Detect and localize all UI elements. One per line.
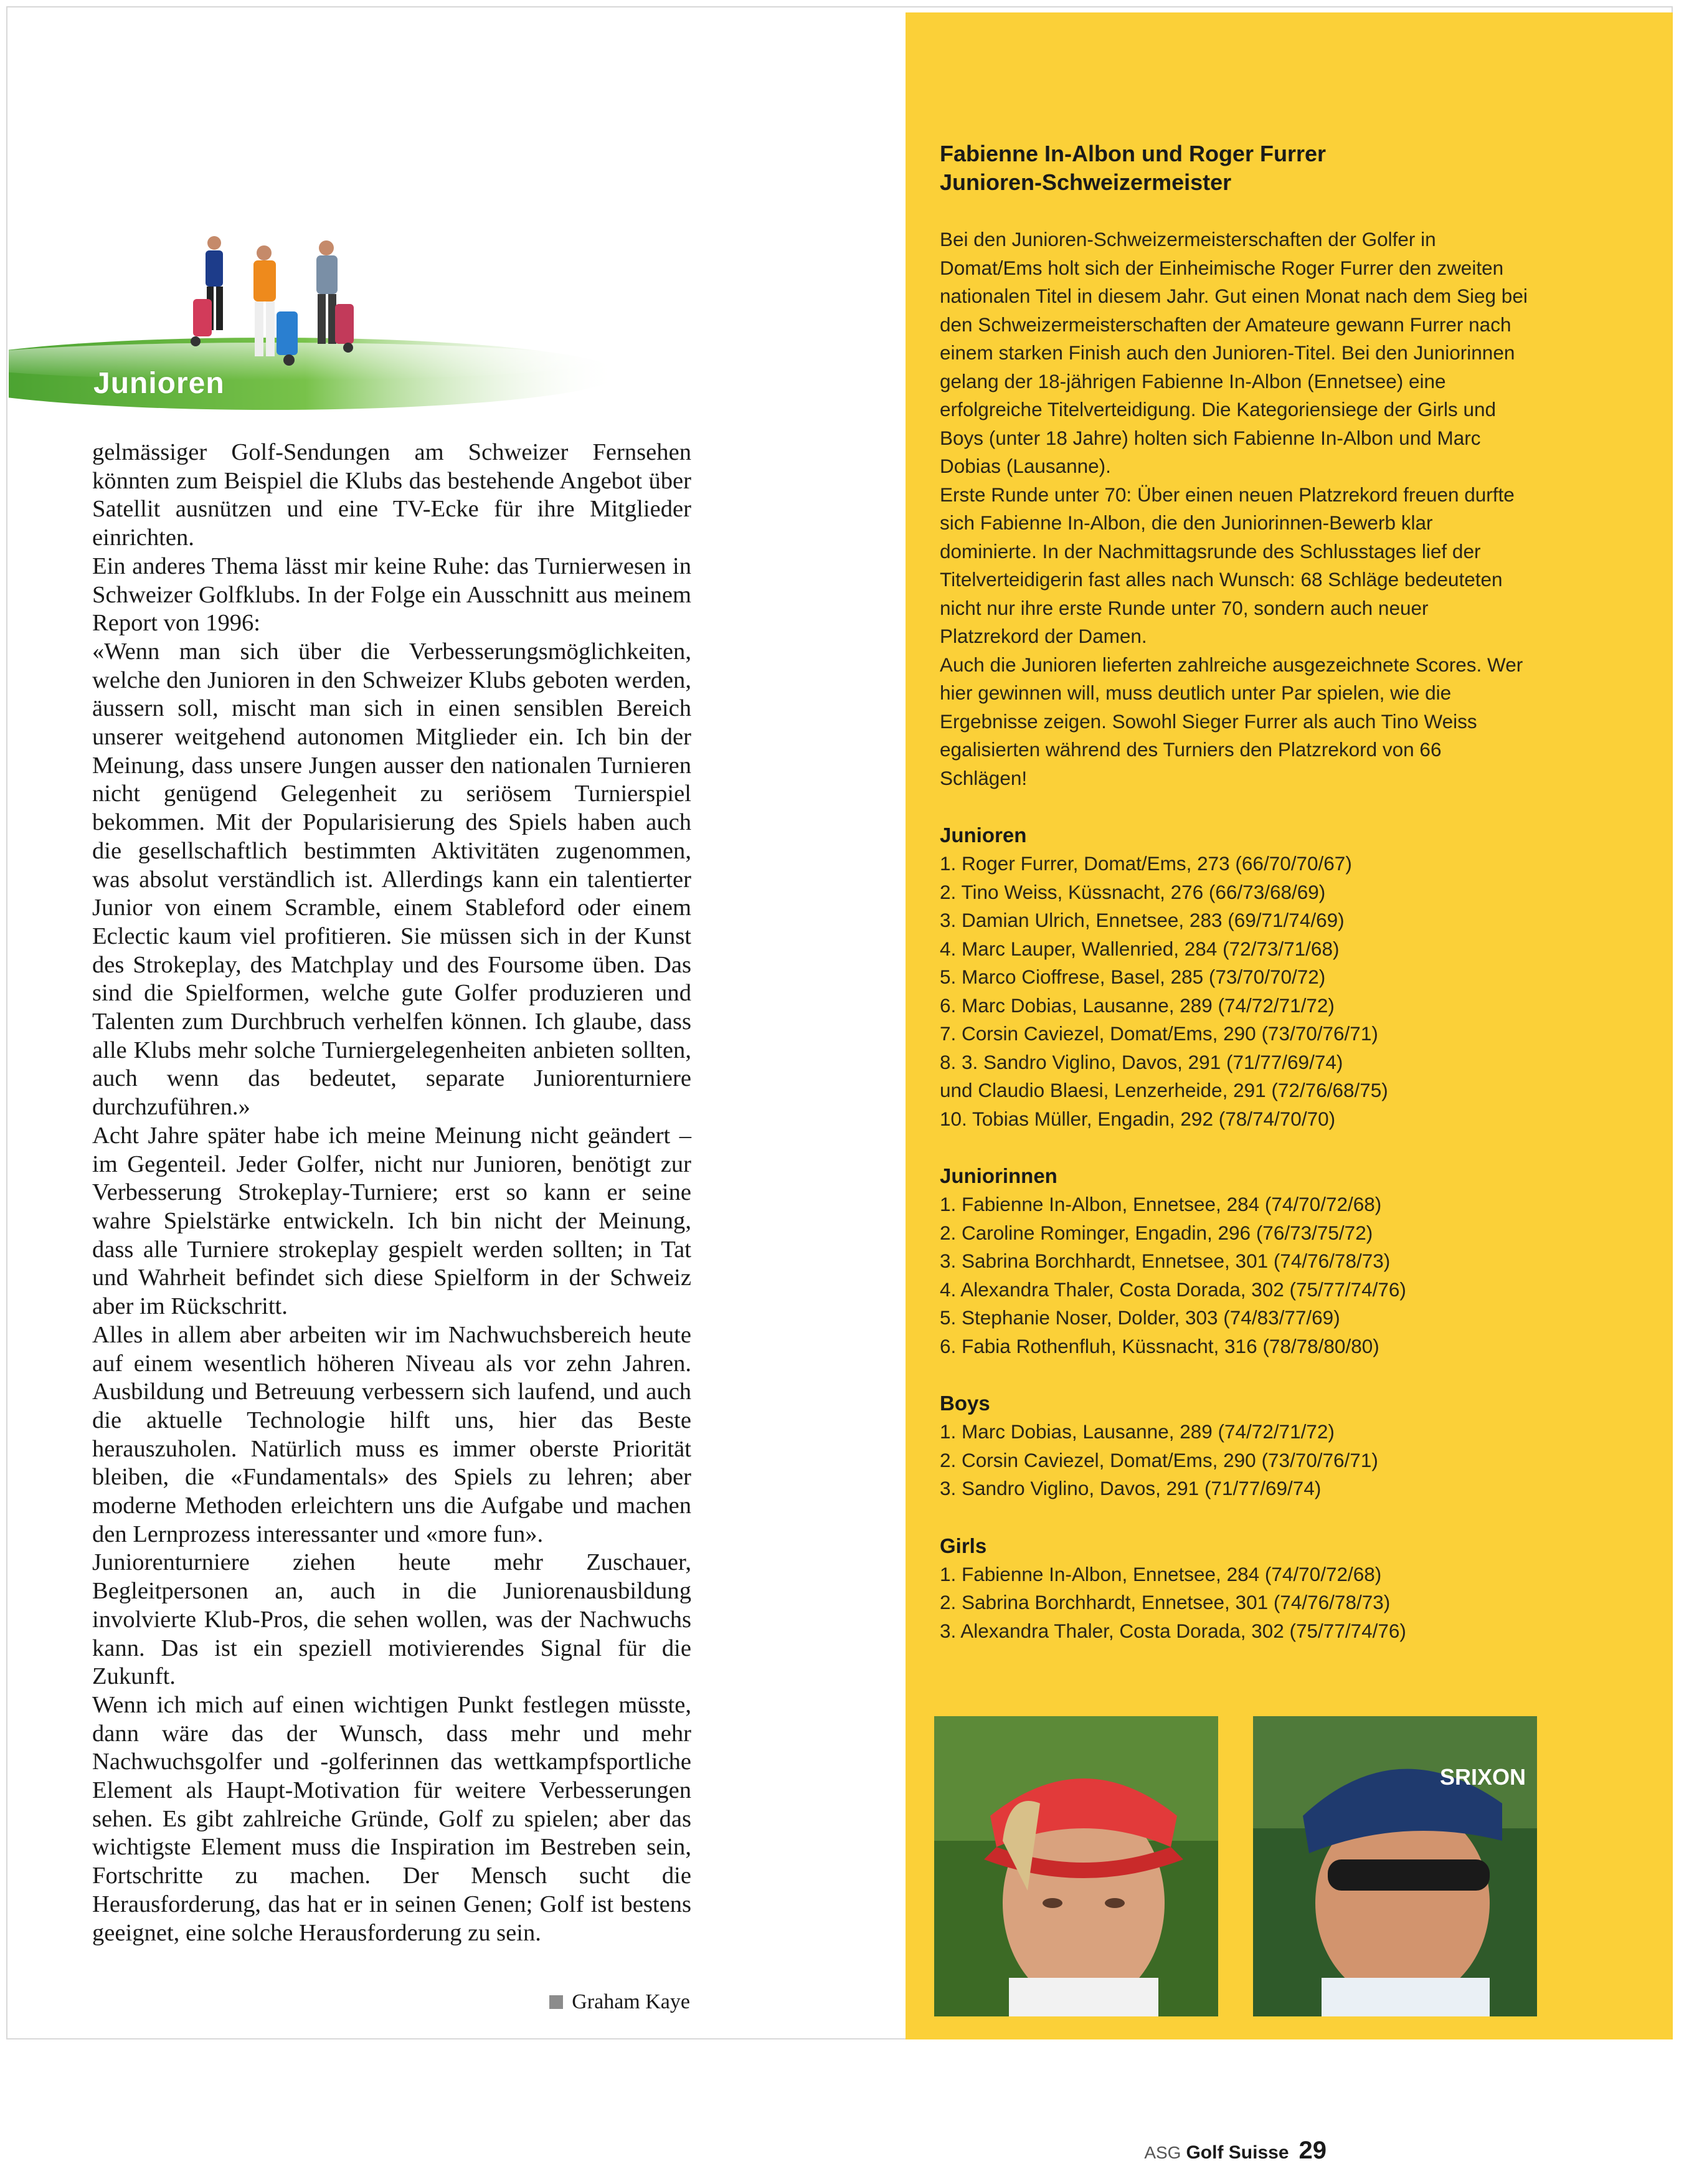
result-item: und Claudio Blaesi, Lenzerheide, 291 (72/76/68/75) <box>940 1079 1388 1101</box>
result-item: 1. Roger Furrer, Domat/Ems, 273 (66/70/70/67) <box>940 852 1352 875</box>
byline-square-icon <box>549 1995 563 2009</box>
results-group-boys <box>940 1389 1531 1503</box>
results-heading: Junioren <box>940 824 1027 847</box>
sidebar-content <box>940 140 1531 1645</box>
result-item: 1. Marc Dobias, Lausanne, 289 (74/72/71/72) <box>940 1420 1335 1443</box>
results-list <box>940 821 1531 1645</box>
result-item: 2. Tino Weiss, Küssnacht, 276 (66/73/68/69) <box>940 880 1326 903</box>
golfer-figure-right <box>316 240 354 353</box>
article-paragraph: gelmässiger Golf-Sendungen am Schweizer Fernsehen könnten zum Beispiel die Klubs das bestehende Angebot über Satellit ausnützen und eine TV-Ecke für ihre Mitglieder einrichten. <box>92 439 691 551</box>
results-heading: Boys <box>940 1392 990 1415</box>
result-item: 3. Damian Ulrich, Ennetsee, 283 (69/71/74/69) <box>940 909 1345 931</box>
cap-logo-text: SRIXON <box>1440 1764 1526 1790</box>
results-group-junioren <box>940 821 1531 1133</box>
author-byline <box>549 1990 690 2014</box>
result-item: 3. Sabrina Borchhardt, Ennetsee, 301 (74/76/78/73) <box>940 1250 1391 1272</box>
publisher-label: ASG <box>1144 2143 1181 2162</box>
results-heading: Juniorinnen <box>940 1164 1057 1187</box>
sidebar-paragraph: Bei den Junioren-Schweizermeisterschaften der Golfer in Domat/Ems holt sich der Einheimische Roger Furrer den zweiten nationalen Titel in diesem Jahr. Gut einen Monat nach dem Sieg bei den Schweizermeisterschaften der Amateure gewann Furrer nach einem starken Finish auch den Junioren-Titel. Bei den Juniorinnen gelang der 18-jährigen Fabienne In-Albon (Ennetsee) eine erfolgreiche Titelverteidigung. Die Kategoriensiege der Girls und Boys (unter 18 Jahre) holten sich Fabienne In-Albon und Marc Dobias (Lausanne). <box>940 228 1528 477</box>
result-item: 10. Tobias Müller, Engadin, 292 (78/74/70/70) <box>940 1107 1336 1130</box>
results-heading: Girls <box>940 1534 987 1557</box>
result-item: 5. Stephanie Noser, Dolder, 303 (74/83/77/69) <box>940 1306 1340 1329</box>
article-paragraph: Ein anderes Thema lässt mir keine Ruhe: das Turnierwesen in Schweizer Golfklubs. In der Folge ein Ausschnitt aus meinem Report von 1996: <box>92 553 691 637</box>
article-paragraph: Acht Jahre später habe ich meine Meinung nicht geändert – im Gegenteil. Jeder Golfer, nicht nur Junioren, benötigt zur Verbesserung Strokeplay-Turniere; erst so kann er seine wahre Spielstärke entwickeln. Ich bin nicht der Meinung, dass alle Turniere strokeplay gespielt werden sollten; in Tat und Wahrheit befindet sich diese Spielform in der Schweiz aber im Rückschritt. <box>92 1122 691 1320</box>
magazine-name: Golf Suisse <box>1186 2142 1289 2163</box>
result-item: 1. Fabienne In-Albon, Ennetsee, 284 (74/70/72/68) <box>940 1193 1382 1215</box>
result-item: 2. Corsin Caviezel, Domat/Ems, 290 (73/70/76/71) <box>940 1448 1378 1471</box>
photo-female-golfer <box>934 1716 1218 2016</box>
result-item: 4. Marc Lauper, Wallenried, 284 (72/73/71/68) <box>940 937 1340 960</box>
result-item: 3. Sandro Viglino, Davos, 291 (71/77/69/74) <box>940 1477 1322 1499</box>
sidebar-title-line: Fabienne In-Albon und Roger Furrer <box>940 141 1326 166</box>
sidebar-title-line: Junioren-Schweizermeister <box>940 169 1232 195</box>
results-group-girls <box>940 1532 1531 1646</box>
page-footer <box>1144 2137 1327 2165</box>
result-item: 2. Sabrina Borchhardt, Ennetsee, 301 (74/76/78/73) <box>940 1591 1391 1613</box>
sidebar-body <box>940 226 1531 792</box>
sidebar-paragraph: Auch die Junioren lieferten zahlreiche ausgezeichnete Scores. Wer hier gewinnen will, muss deutlich unter Par spielen, wie die Ergebnisse zeigen. Sowohl Sieger Furrer als auch Tino Weiss egalisierten während des Turniers den Platzrekord von 66 Schlägen! <box>940 653 1523 789</box>
result-item: 8. 3. Sandro Viglino, Davos, 291 (71/77/69/74) <box>940 1050 1343 1073</box>
result-item: 5. Marco Cioffrese, Basel, 285 (73/70/70/72) <box>940 966 1326 988</box>
result-item: 6. Fabia Rothenfluh, Küssnacht, 316 (78/78/80/80) <box>940 1334 1379 1357</box>
article-paragraph: Wenn ich mich auf einen wichtigen Punkt festlegen müsste, dann wäre das der Wunsch, dass mehr und mehr Nachwuchsgolfer und -golferinnen das wettkampfsportliche Element als Haupt-Motivation für weitere Verbesserungen sehen. Es gibt zahlreiche Gründe, Golf zu spielen; aber das wichtigste Element muss die Inspiration im Bestreben sein, Fortschritte zu machen. Der Mensch sucht die Herausforderung, das hat er in seinen Genen; Golf ist bestens geeignet, eine solche Herausforderung zu sein. <box>92 1691 691 1946</box>
results-group-juniorinnen <box>940 1162 1531 1360</box>
golfer-figure-left <box>191 236 223 346</box>
article-paragraph: Juniorenturniere ziehen heute mehr Zuschauer, Begleitpersonen an, auch in die Juniorenausbildung involvierte Klub-Pros, die sehen wollen, was der Nachwuchs kann. Das ist ein speziell motivierendes Signal für die Zukunft. <box>92 1549 691 1690</box>
result-item: 6. Marc Dobias, Lausanne, 289 (74/72/71/72) <box>940 994 1335 1017</box>
article-paragraph: Alles in allem aber arbeiten wir im Nachwuchsbereich heute auf einem wesentlich höheren Niveau als vor zehn Jahren. Ausbildung und Betreuung verbessern sich laufend, und auch die aktuelle Technologie hilft uns, hier das Beste herauszuholen. Natürlich muss es immer oberste Priorität bleiben, die «Fundamentals» des Spiels zu lehren; aber moderne Methoden erleichtern uns die Aufgabe und machen den Lernprozess interessanter und «more fun». <box>92 1321 691 1547</box>
article-body <box>92 439 691 1947</box>
result-item: 1. Fabienne In-Albon, Ennetsee, 284 (74/70/72/68) <box>940 1562 1382 1585</box>
photo-male-golfer <box>1253 1716 1537 2016</box>
section-label: Junioren <box>93 367 225 400</box>
sidebar-paragraph: Erste Runde unter 70: Über einen neuen Platzrekord freuen durfte sich Fabienne In-Albon, die den Juniorinnen-Bewerb klar dominierte. In der Nachmittagsrunde des Schlusstages lief der Titelverteidigerin fast alles nach Wunsch: 68 Schläge bedeuteten nicht nur ihre erste Runde unter 70, sondern auch neuer Platzrekord der Damen. <box>940 483 1515 647</box>
result-item: 2. Caroline Rominger, Engadin, 296 (76/73/75/72) <box>940 1221 1373 1244</box>
page-number: 29 <box>1298 2137 1327 2164</box>
author-name: Graham Kaye <box>572 1990 690 2013</box>
result-item: 3. Alexandra Thaler, Costa Dorada, 302 (75/77/74/76) <box>940 1619 1406 1642</box>
sidebar-title <box>940 140 1531 197</box>
result-item: 7. Corsin Caviezel, Domat/Ems, 290 (73/70/76/71) <box>940 1022 1378 1045</box>
result-item: 4. Alexandra Thaler, Costa Dorada, 302 (75/77/74/76) <box>940 1278 1406 1301</box>
article-paragraph: «Wenn man sich über die Verbesserungsmöglichkeiten, welche den Junioren in den Schweizer Klubs geboten werden, äussern soll, mischt man sich in einen sensiblen Bereich unserer weitgehend autonomen Mitglieder ein. Ich bin der Meinung, dass unsere Jungen ausser den nationalen Turnieren nicht genügend Gelegenheit zu seriösem Turnierspiel bekommen. Mit der Popularisierung des Spiels haben auch die gesellschaftlich bestimmten Aktivitäten zugenommen, was absolut verständlich ist. Allerdings kann ein talentierter Junior von einem Scramble, einem Stableford oder einem Eclectic kaum viel profitieren. Sie müssen sich in der Kunst des Strokeplay, des Matchplay und des Foursome üben. Das sind die Spielformen, welche gute Golfer produzieren und Talenten zum Durchbruch verhelfen können. Ich glaube, dass alle Klubs mehr solche Turniergelegenheiten anbieten sollten, auch wenn das bedeutet, separate Juniorenturniere durchzuführen.» <box>92 638 691 1121</box>
